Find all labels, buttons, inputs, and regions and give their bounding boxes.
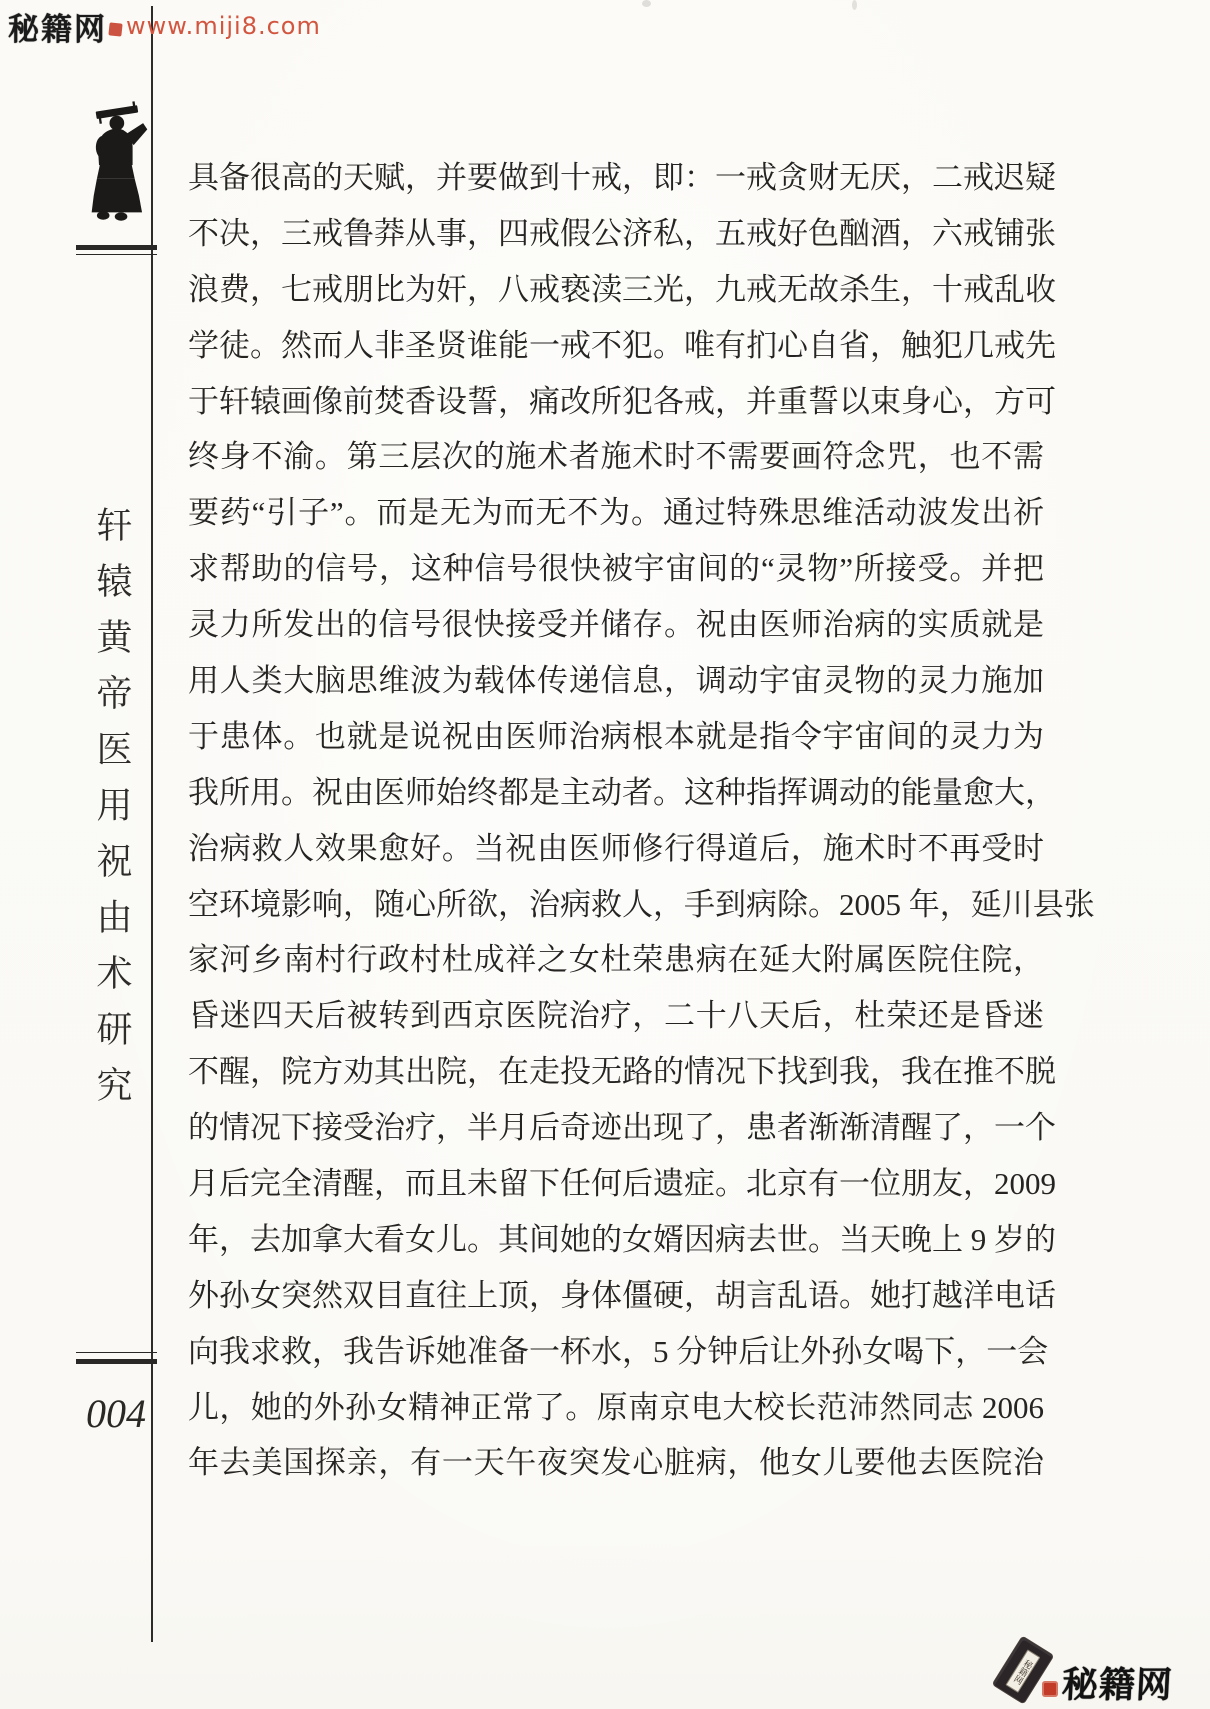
- text-line: 外孙女突然双目直往上顶，身体僵硬，胡言乱语。她打越洋电话: [188, 1277, 1056, 1313]
- book-icon-label: 秘籍网: [1005, 1649, 1040, 1693]
- text-line: 灵力所发出的信号很快接受并储存。祝由医师治病的实质就是: [188, 607, 1044, 643]
- text-line: 家河乡南村行政村杜成祥之女杜荣患病在延大附属医院住院，: [188, 942, 1044, 978]
- text-line: 治病救人效果愈好。当祝由医师修行得道后，施术时不再受时: [188, 830, 1044, 866]
- red-seal-icon: [1042, 1681, 1058, 1697]
- text-line: 向我求救，我告诉她准备一杯水，5 分钟后让外孙女喝下，一会: [188, 1333, 1049, 1369]
- text-line: 的情况下接受治疗，半月后奇迹出现了，患者渐渐清醒了，一个: [188, 1110, 1056, 1146]
- ornament-rule-bottom: [76, 1352, 157, 1364]
- scan-artifact: [852, 0, 857, 10]
- ornament-rule-top: [76, 245, 157, 255]
- text-line: 学徒。然而人非圣贤谁能一戒不犯。唯有扪心自省，触犯几戒先: [188, 327, 1056, 363]
- text-line: 年去美国探亲，有一天午夜突发心脏病，他女儿要他去医院治: [188, 1445, 1044, 1481]
- top-watermark: [8, 4, 321, 48]
- red-seal-icon: [108, 22, 122, 36]
- text-line: 于轩辕画像前焚香设誓，痛改所犯各戒，并重誓以束身心，方可: [188, 383, 1056, 419]
- text-line: 用人类大脑思维波为载体传递信息，调动宇宙灵物的灵力施加: [188, 663, 1044, 699]
- site-url-text: www.miji8.com: [126, 12, 321, 40]
- text-line: 昏迷四天后被转到西京医院治疗，二十八天后，杜荣还是昏迷: [188, 998, 1044, 1034]
- text-line: 终身不渝。第三层次的施术者施术时不需要画符念咒，也不需: [188, 439, 1044, 475]
- text-line: 要药“引子”。而是无为而无不为。通过特殊思维活动波发出祈: [188, 495, 1044, 531]
- text-line: 我所用。祝由医师始终都是主动者。这种指挥调动的能量愈大，: [188, 774, 1056, 810]
- text-line: 空环境影响，随心所欲，治病救人，手到病除。2005 年，延川县张: [188, 886, 1095, 922]
- text-line: 浪费，七戒朋比为奸，八戒亵渎三光，九戒无故杀生，十戒乱收: [188, 271, 1056, 307]
- text-line: 求帮助的信号，这种信号很快被宇宙间的“灵物”所接受。并把: [188, 551, 1044, 587]
- emperor-figure-icon: [88, 100, 152, 226]
- body-text: [188, 150, 1095, 1491]
- site-logo-text: 秘籍网: [8, 12, 107, 47]
- site-logo-text-bottom: 秘籍网: [1060, 1665, 1174, 1705]
- text-line: 儿，她的外孙女精神正常了。原南京电大校长范沛然同志 2006: [188, 1389, 1044, 1425]
- text-line: 月后完全清醒，而且未留下任何后遗症。北京有一位朋友，2009: [188, 1166, 1056, 1202]
- book-title-vertical: 轩辕黄帝医用祝由术研究: [92, 506, 132, 1122]
- text-line: 年，去加拿大看女儿。其间她的女婿因病去世。当天晚上 9 岁的: [188, 1221, 1056, 1257]
- scan-artifact: [642, 0, 651, 7]
- text-line: 不决，三戒鲁莽从事，四戒假公济私，五戒好色酗酒，六戒铺张: [188, 215, 1056, 251]
- bottom-watermark: [1004, 1639, 1204, 1709]
- page-number: 004: [86, 1391, 146, 1436]
- text-line: 于患体。也就是说祝由医师治病根本就是指令宇宙间的灵力为: [188, 718, 1044, 754]
- text-line: 不醒，院方劝其出院，在走投无路的情况下找到我，我在推不脱: [188, 1054, 1056, 1090]
- text-line: 具备很高的天赋，并要做到十戒，即：一戒贪财无厌，二戒迟疑: [188, 160, 1056, 195]
